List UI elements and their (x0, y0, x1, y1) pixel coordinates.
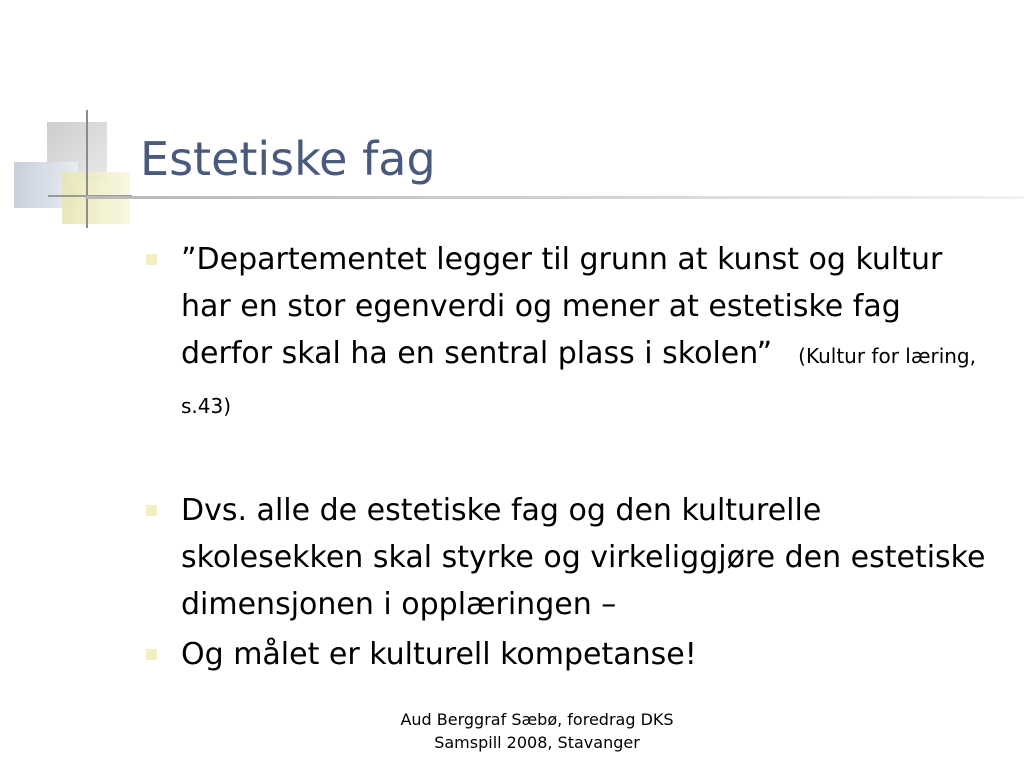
bullet-text: Og målet er kulturell kompetanse! (181, 637, 697, 672)
footer (372, 708, 702, 754)
bullet-text: Dvs. alle de estetiske fag og den kulturelle skolesekken skal styrke og virkeliggjøre den estetiske dimensjonen i opplæringen – (181, 493, 986, 622)
slide-title: Estetiske fag (140, 132, 436, 186)
footer-line-event: Samspill 2008, Stavanger (434, 733, 640, 752)
bullet-item-goal (140, 631, 1000, 678)
bullet-list (140, 236, 1000, 678)
square-bullet-icon (146, 254, 157, 265)
square-bullet-icon (146, 505, 157, 516)
citation: (Kultur for læring, s.43) (181, 344, 976, 418)
bullet-item-quote (140, 236, 1000, 430)
overlapping-squares-logo (0, 0, 200, 240)
bullet-item-aesthetic-dimension (140, 487, 1000, 628)
square-bullet-icon (146, 649, 157, 660)
title-divider (85, 196, 1024, 199)
footer-line-author: Aud Berggraf Sæbø, foredrag DKS (400, 710, 674, 729)
bullet-text: ”Departementet legger til grunn at kunst og kultur har en stor egenverdi og mener at estetiske fag derfor skal ha en sentral plass i skolen” (181, 242, 943, 371)
